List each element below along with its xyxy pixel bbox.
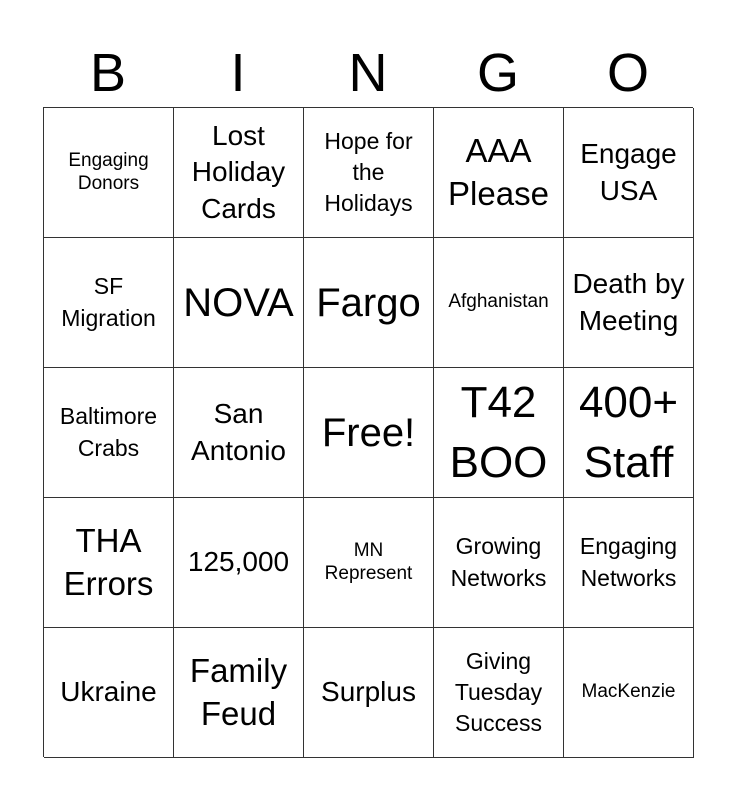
bingo-cell[interactable] xyxy=(304,108,434,238)
cell-label: Engaging Donors xyxy=(68,149,149,194)
bingo-cell[interactable] xyxy=(174,498,304,628)
bingo-cell[interactable] xyxy=(304,628,434,758)
bingo-cell[interactable] xyxy=(434,368,564,498)
bingo-cell[interactable] xyxy=(434,628,564,758)
bingo-cell[interactable] xyxy=(174,108,304,238)
bingo-cell[interactable] xyxy=(44,238,174,368)
cell-label: 125,000 xyxy=(187,546,290,578)
bingo-cell[interactable] xyxy=(174,238,304,368)
bingo-cell[interactable] xyxy=(44,368,174,498)
bingo-cell[interactable] xyxy=(564,108,694,238)
cell-label: Free! xyxy=(321,410,416,455)
bingo-header xyxy=(43,40,693,106)
header-letter-i: I xyxy=(230,43,246,103)
cell-label: Ukraine xyxy=(60,676,157,708)
bingo-cell[interactable] xyxy=(434,108,564,238)
cell-label: SF Migration xyxy=(61,273,156,331)
cell-label: Lost Holiday Cards xyxy=(191,119,286,224)
cell-label: Family Feud xyxy=(189,651,288,732)
bingo-cell[interactable] xyxy=(44,628,174,758)
bingo-cell[interactable] xyxy=(564,368,694,498)
cell-label: AAA Please xyxy=(448,131,549,212)
cell-label: NOVA xyxy=(183,280,294,325)
cell-label: MN Represent xyxy=(324,539,413,584)
bingo-cell[interactable] xyxy=(434,238,564,368)
header-letter-b: B xyxy=(89,43,127,103)
cell-label: T42 BOO xyxy=(449,378,548,487)
cell-label: Fargo xyxy=(316,280,421,325)
free-space-cell[interactable] xyxy=(304,368,434,498)
header-letter-n: N xyxy=(348,43,388,103)
cell-label: Hope for the Holidays xyxy=(324,127,413,217)
cell-label: Afghanistan xyxy=(448,291,549,313)
bingo-board xyxy=(43,107,693,757)
cell-label: MacKenzie xyxy=(581,681,676,703)
bingo-cell[interactable] xyxy=(434,498,564,628)
bingo-cell[interactable] xyxy=(44,108,174,238)
cell-label: Surplus xyxy=(321,676,416,708)
bingo-cell[interactable] xyxy=(564,498,694,628)
cell-label: Engage USA xyxy=(580,138,677,206)
bingo-cell[interactable] xyxy=(174,368,304,498)
cell-label: Engaging Networks xyxy=(579,533,678,591)
bingo-cell[interactable] xyxy=(304,498,434,628)
bingo-cell[interactable] xyxy=(44,498,174,628)
bingo-cell[interactable] xyxy=(174,628,304,758)
header-letter-o: O xyxy=(606,43,649,103)
bingo-cell[interactable] xyxy=(304,238,434,368)
cell-label: Baltimore Crabs xyxy=(59,403,158,461)
cell-label: Death by Meeting xyxy=(572,268,685,336)
cell-label: Growing Networks xyxy=(450,533,547,591)
cell-label: Giving Tuesday Success xyxy=(454,647,543,737)
bingo-cell[interactable] xyxy=(564,628,694,758)
cell-label: 400+ Staff xyxy=(578,378,679,487)
bingo-cell[interactable] xyxy=(564,238,694,368)
cell-label: THA Errors xyxy=(63,521,154,602)
header-letter-g: G xyxy=(476,43,519,103)
cell-label: San Antonio xyxy=(191,398,286,466)
